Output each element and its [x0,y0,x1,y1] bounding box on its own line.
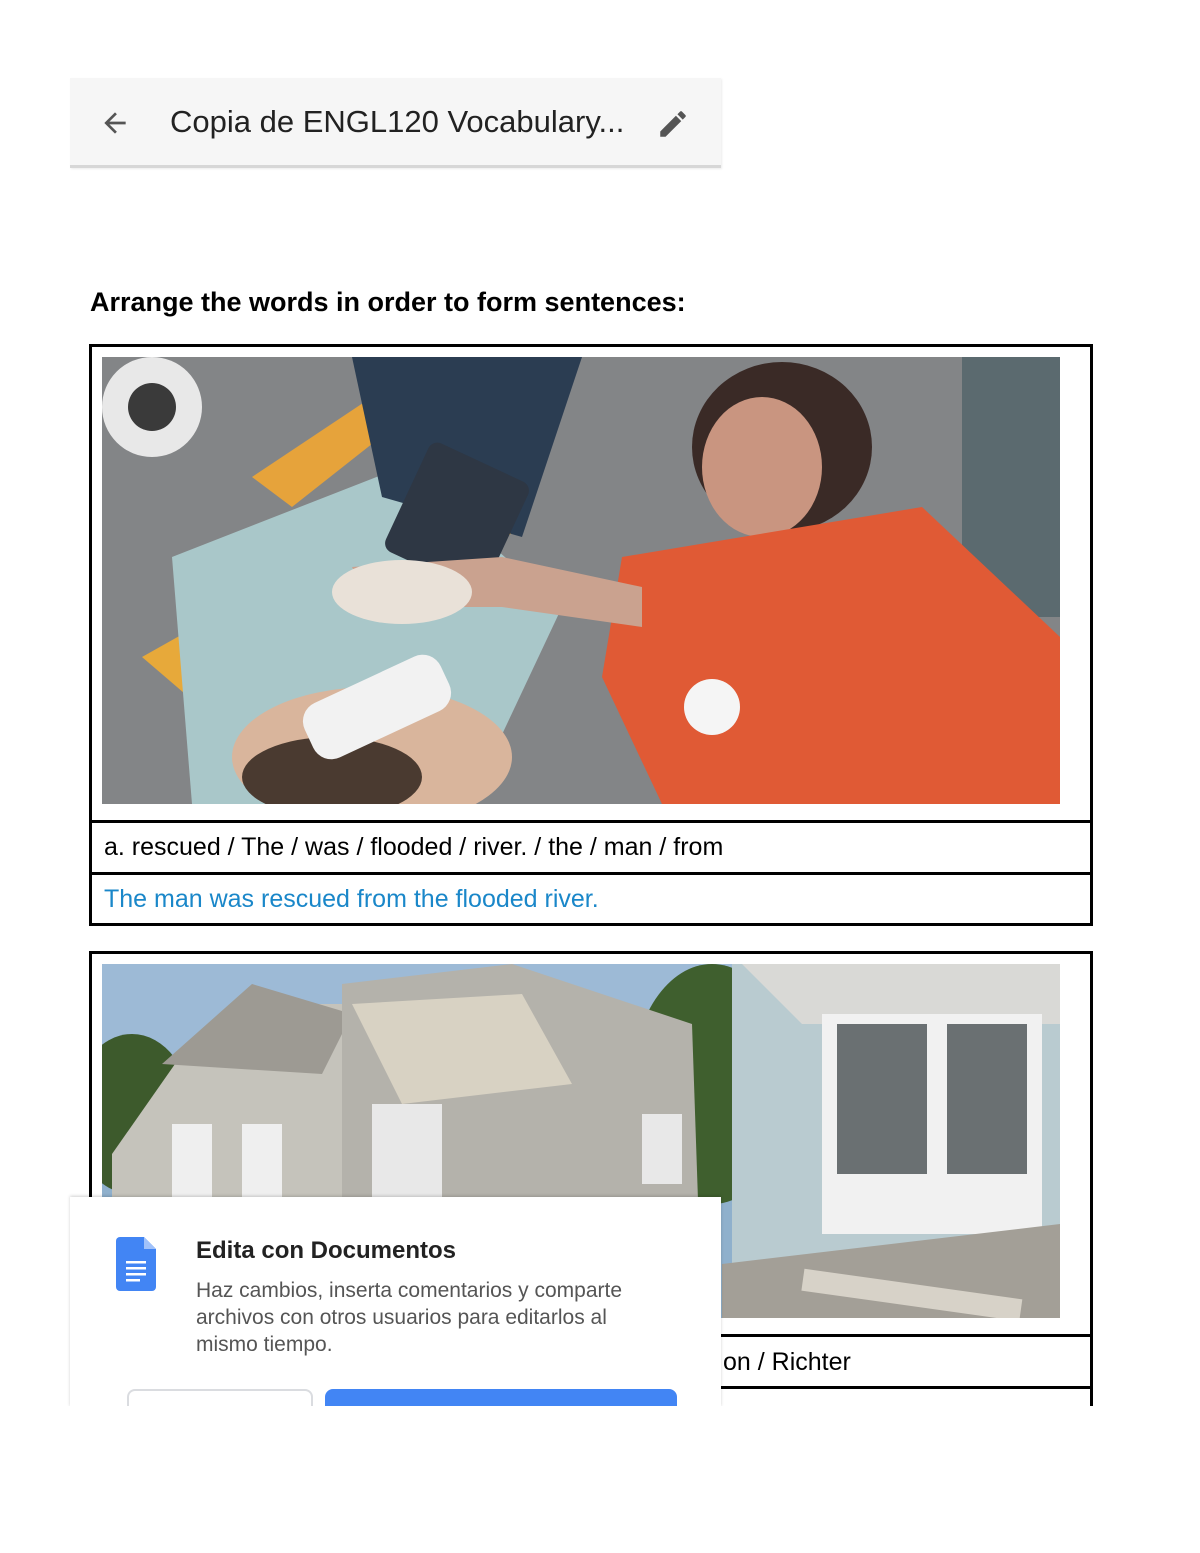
exercise-answer[interactable]: The man was rescued from the flooded river. [104,885,599,913]
pencil-icon[interactable] [653,104,693,144]
back-arrow-icon[interactable] [96,104,134,142]
exercise-table-1 [89,344,1093,926]
exercise-prompt: a. rescued / The / was / flooded / river. / the / man / from [104,833,724,861]
edit-with-docs-popup [70,1197,721,1407]
worksheet-heading: Arrange the words in order to form sentences: [90,287,686,317]
popup-description: Haz cambios, inserta comentarios y comparte archivos con otros usuarios para editarlos al mismo tiempo. [196,1279,622,1356]
paramedic-photo [102,357,1060,809]
app-bar [70,78,721,168]
exercise-prompt-fragment: on / Richter [723,1348,851,1376]
popup-title: Edita con Documentos [196,1237,457,1264]
google-docs-icon [116,1237,156,1296]
document-title: Copia de ENGL120 Vocabulary... [170,104,625,139]
page-blank-area [0,1406,1200,1553]
